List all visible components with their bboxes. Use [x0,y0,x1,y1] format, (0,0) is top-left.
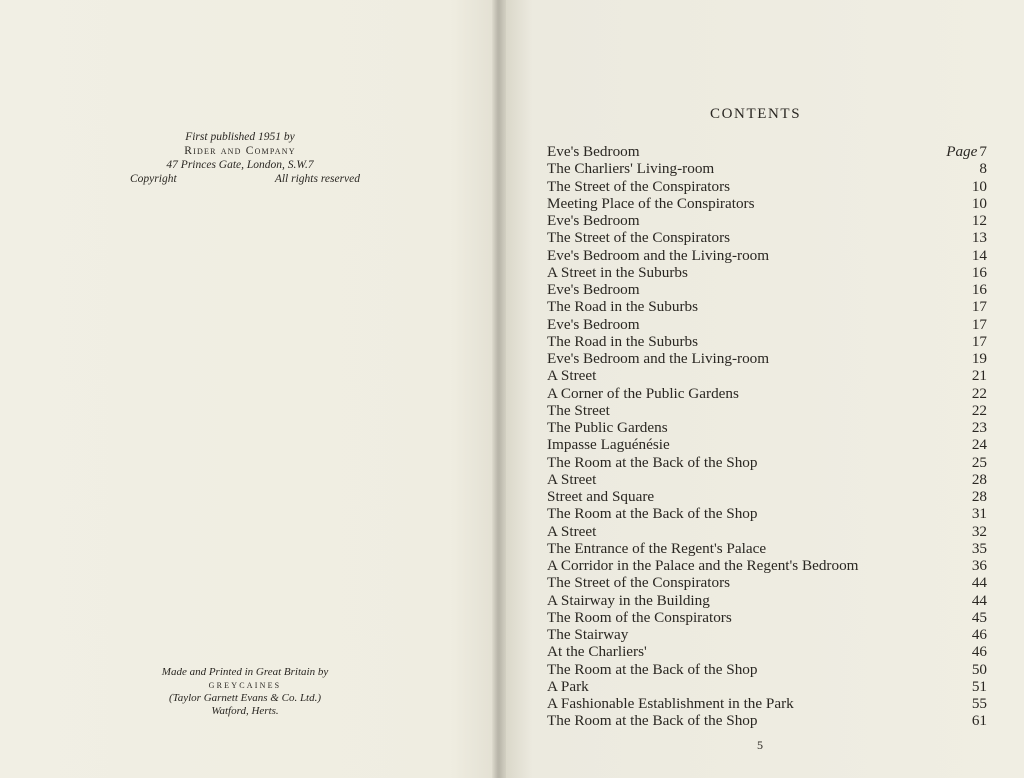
contents-entry [547,488,987,505]
contents-entry-title: The Room of the Conspirators [547,608,732,626]
contents-entry [547,298,987,315]
contents-entry-title: The Street of the Conspirators [547,177,731,195]
contents-entry-page-number: 61 [971,712,987,730]
printer-name: GREYCAINES [208,681,282,690]
contents-entry [547,454,987,471]
contents-entry-page [947,592,987,609]
contents-entry [547,350,987,367]
contents-entry-page [947,229,987,246]
printer-company: (Taylor Garnett Evans & Co. Ltd.) [168,692,322,704]
contents-entry [547,316,987,333]
contents-entry-page-number: 55 [971,695,987,712]
contents-entry-page-number: 28 [971,470,987,488]
contents-entry-page [946,143,987,160]
contents-entry [547,592,987,609]
contents-entry [547,574,987,591]
contents-entry-page [947,540,987,557]
contents-entry-title: The Street [547,401,610,419]
contents-entry [547,436,987,453]
contents-entry-page-number: 28 [971,488,987,505]
contents-entry-page-number: 16 [971,263,987,281]
contents-entry-page [947,281,987,298]
printer-location: Watford, Herts. [211,705,279,717]
contents-entry-title: Meeting Place of the Conspirators [547,194,755,212]
contents-entry-title: Impasse Laguénésie [547,436,670,454]
contents-entry-page-number: 46 [971,626,987,643]
contents-entry-page [947,402,987,419]
contents-entry-page [947,160,987,177]
contents-entry-page [947,247,987,264]
contents-entry-page [947,678,987,695]
contents-entry-page-number: 10 [971,194,987,212]
contents-entry-title: Eve's Bedroom [547,143,640,160]
contents-entry-title: Eve's Bedroom [547,212,640,229]
contents-entry-page [947,367,987,384]
contents-entry [547,402,987,419]
contents-entry-page [947,471,987,488]
contents-entry [547,264,987,281]
contents-entry-title: The Road in the Suburbs [547,332,699,350]
contents-heading: CONTENTS [710,106,802,122]
contents-entry-title: The Room at the Back of the Shop [547,505,758,523]
contents-entry [547,471,987,488]
contents-entry-title: The Road in the Suburbs [547,298,699,316]
contents-entry [547,626,987,643]
contents-entry-page-number: 36 [971,557,987,574]
contents-entry-page [947,695,987,712]
contents-entry [547,540,987,557]
contents-entry-page [947,574,987,591]
contents-entry-page [947,195,987,212]
contents-entry-page-number: 10 [971,177,987,195]
contents-entry-title: Eve's Bedroom and the Living-room [547,350,770,367]
contents-entry-title: The Street of the Conspirators [547,229,731,247]
contents-entry-title: The Public Gardens [547,419,668,436]
contents-entry-title: Eve's Bedroom [547,315,640,333]
contents-entry-page-number: 22 [971,401,987,419]
contents-entry [547,419,987,436]
contents-entry-page-number: 25 [971,453,987,471]
contents-entry-title: Eve's Bedroom and the Living-room [547,246,770,264]
contents-entry-title: A Street [547,470,597,488]
contents-entry-page-number: 8 [979,160,987,178]
contents-entry-page-number: 21 [971,367,987,385]
contents-entry-page-number: 45 [971,608,987,626]
contents-entry-page-number: 24 [971,436,987,454]
contents-entry-title: A Street in the Suburbs [547,263,688,281]
contents-entry [547,195,987,212]
contents-entry [547,333,987,350]
contents-entry-page [947,436,987,453]
contents-entry [547,281,987,298]
contents-entry [547,143,987,160]
contents-entry-page [947,505,987,522]
contents-entry-title: The Room at the Back of the Shop [547,712,758,730]
contents-entry-title: The Room at the Back of the Shop [547,453,758,471]
contents-entry-page-number: 35 [971,539,987,557]
contents-entry-page [947,178,987,195]
contents-entry-page [947,298,987,315]
page-number: 5 [757,738,763,752]
contents-entry-page [947,419,987,436]
contents-entry-page [947,212,987,229]
contents-entry [547,178,987,195]
contents-entry-page-number: 22 [971,384,987,402]
contents-entry [547,712,987,729]
contents-entry-page [947,609,987,626]
contents-entry [547,678,987,695]
contents-entry-page-number: 17 [971,298,987,316]
contents-entry-title: A Stairway in the Building [547,591,710,609]
contents-entry-page-number: 44 [971,591,987,609]
contents-entry-title: The Entrance of the Regent's Palace [547,539,767,557]
contents-entry-page-number: 44 [971,574,987,592]
contents-entry-title: A Fashionable Establishment in the Park [547,695,794,712]
made-printed-line: Made and Printed in Great Britain by [161,666,329,678]
contents-entry [547,367,987,384]
contents-entry [547,695,987,712]
left-page [0,0,496,778]
contents-entry-page [947,264,987,281]
contents-entry-page [947,523,987,540]
contents-entry-title: A Street [547,367,597,385]
contents-entry-title: At the Charliers' [547,643,647,661]
contents-entry-page-number: 46 [971,643,987,661]
contents-entry-title: A Park [547,677,589,695]
contents-entry-page-number: 16 [971,281,987,298]
copyright-label: Copyright [130,173,177,185]
contents-entry-page [947,316,987,333]
contents-entry-page-number: 51 [971,677,987,695]
first-published-line: First published 1951 by [185,131,295,143]
contents-entry-page-number: 14 [971,246,987,264]
contents-entry [547,661,987,678]
contents-entry [547,609,987,626]
contents-entry-page-number: 23 [971,419,987,436]
contents-entry-title: Eve's Bedroom [547,281,640,298]
contents-entry-title: A Corner of the Public Gardens [547,384,739,402]
copyright-row [120,172,360,186]
contents-entry-page-number: 50 [971,660,987,678]
publisher-address: 47 Princes Gate, London, S.W.7 [166,159,314,171]
contents-entry-title: The Charliers' Living-room [547,160,715,178]
contents-entry [547,160,987,177]
contents-entry-page [947,712,987,729]
contents-entry-page [947,454,987,471]
contents-entry-title: Street and Square [547,488,655,505]
contents-entry [547,212,987,229]
printer-block [120,666,370,718]
imprint-block [120,130,360,186]
contents-entry-page [947,385,987,402]
contents-entry-title: A Corridor in the Palace and the Regent's Bedroom [547,557,859,574]
contents-entry-page [947,557,987,574]
contents-entry-page-number: 17 [971,315,987,333]
contents-entry [547,643,987,660]
contents-entry-title: The Room at the Back of the Shop [547,660,758,678]
rights-label: All rights reserved [274,173,360,185]
contents-entry-page-number: 31 [971,505,987,523]
contents-entry-page [947,643,987,660]
contents-entry [547,523,987,540]
contents-entry-title: A Street [547,522,597,540]
contents-entry [547,505,987,522]
right-page [500,0,1024,778]
contents-entry-page-number: 7 [979,143,987,160]
contents-entry [547,385,987,402]
contents-entry-page-number: 32 [971,522,987,540]
contents-entry-page [947,488,987,505]
contents-entry-page [947,350,987,367]
contents-entry-page-number: 19 [971,350,987,367]
contents-entry-page [947,333,987,350]
contents-list [547,143,987,730]
publisher-name: Rider and Company [184,145,296,157]
contents-entry-title: The Street of the Conspirators [547,574,731,592]
contents-entry-title: The Stairway [547,626,629,643]
contents-entry-page-number: 12 [971,212,987,229]
contents-entry [547,247,987,264]
contents-entry [547,557,987,574]
contents-entry-page-number: 13 [971,229,987,247]
contents-entry [547,229,987,246]
contents-entry-page [947,626,987,643]
page-label: Page [946,143,978,160]
contents-entry-page-number: 17 [971,332,987,350]
contents-entry-page [947,661,987,678]
